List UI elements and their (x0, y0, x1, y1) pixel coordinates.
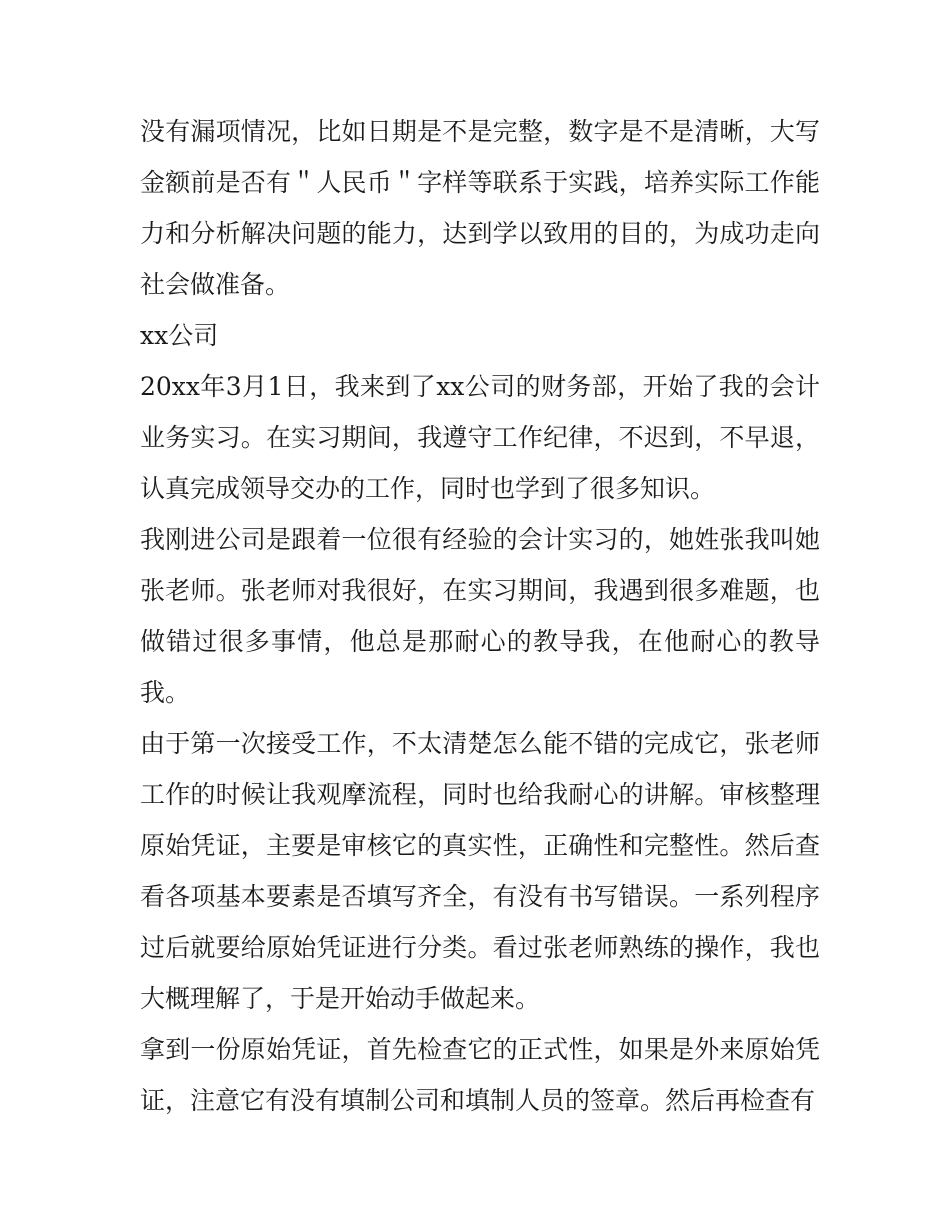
paragraph-3: 20xx年3月1日，我来到了xx公司的财务部，开始了我的会计业务实习。在实习期间，我遵守工作纪律，不迟到，不早退，认真完成领导交办的工作，同时也学到了很多知识。 (140, 372, 820, 503)
paragraph-5: 由于第一次接受工作，不太清楚怎么能不错的完成它，张老师工作的时候让我观摩流程，同时也给我耐心的讲解。审核整理原始凭证，主要是审核它的真实性，正确性和完整性。然后查看各项基本要素是否填写齐全，有没有书写错误。一系列程序过后就要给原始凭证进行分类。看过张老师熟练的操作，我也大概理解了，于是开始动手做起来。 (140, 729, 820, 1013)
paragraph-6: 拿到一份原始凭证，首先检查它的正式性，如果是外来原始凭证，注意它有没有填制公司和填制人员的签章。然后再检查有 (140, 1035, 820, 1115)
document-body (140, 106, 820, 1126)
paragraph-company-heading: xx公司 (140, 321, 219, 350)
paragraph-4: 我刚进公司是跟着一位很有经验的会计实习的，她姓张我叫她张老师。张老师对我很好，在实习期间，我遇到很多难题，也做错过很多事情，他总是那耐心的教导我，在他耐心的教导我。 (140, 525, 820, 707)
paragraph-1: 没有漏项情况，比如日期是不是完整，数字是不是清晰，大写金额前是否有＂人民币＂字样等联系于实践，培养实际工作能力和分析解决问题的能力，达到学以致用的目的，为成功走向社会做准备。 (140, 117, 820, 299)
